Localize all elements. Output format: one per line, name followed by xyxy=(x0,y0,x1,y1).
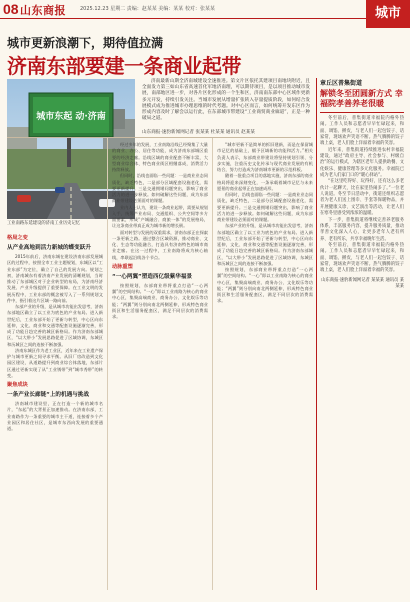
paragraph: 业内人士认为，建设一条商业起带，需要从规划入手，统筹产业布局、交通组织、公共空间等多方面要素，形成“产城融合、商旅一体”的发展格局，让这条商业带真正成为城市新的增长极。 xyxy=(112,204,208,229)
page-header xyxy=(0,0,410,19)
paragraph: 冬至前后，普集街道幸福院内格外热闹。工作人员和志愿者早早忙碌起来，和面、调馅、擀皮，与老人们一起包饺子、话家常，现场欢声笑语不断。热气腾腾的饺子端上桌，老人们脸上洋溢着幸福的笑容。 xyxy=(320,116,404,147)
section-badge: 城市 xyxy=(366,0,410,28)
article-headline: 济南东部要建一条商业起带 xyxy=(7,54,241,78)
paragraph: 2015年前后，济南东城在建设济南东部发展城区的过程中，按照全市工业主题规划，东城区以“工业东部”为定位，确立了自己的发展方向。规划之初，济南城东有着济南产业发展的清晰规划，当时推动了东部城区对于企业转型的布局，为济南经济发展、产业升级提供了重要保障。在工业文明的发展历程中，工业东部的概念被写入了一系列规划文件中，指引着这片区域一路向前。 xyxy=(7,254,103,303)
issue-meta: 2025.12.23 星期二 责编：赵某某 美编：某某 校对：张某某 xyxy=(80,6,215,12)
sidebar-signature: 山东商报·速豹新闻网记者 某某某 通讯员 某某某 xyxy=(321,277,404,289)
section-subtitle: 从产业高地到活力新城的蝶变跃升 xyxy=(7,245,91,251)
paragraph: 济南城市建设里，正在打造一个新的城市名片，“东起”的大背景正加速推动。在济南东部，工业南路作为一条重要的城市主干道，连接着多个产业园区和居住社区，是城市东西向发展的重要通道。 xyxy=(7,401,103,431)
column-divider xyxy=(212,138,213,590)
paragraph: 济南东城区作为老工业区，近年来在工业遗产保护与城市更新之间寻求平衡。从旧厂房改造到文化园区建设，从道路提升到商业综合体落地，东部片区通过更新实现了从“工业锈带”到“城市秀带”的转变。 xyxy=(7,347,103,378)
paragraph: “城市更新不是简单的拆旧建新，而是在保留城市记忆的基础上，赋予区域新的功能和活力。”相关负责人表示，东部商业带建设将坚持规划引领、分步实施，注重历史文化传承与现代商业发展的有机结合，努力打造成为济南城市更新的示范样板。 xyxy=(217,142,313,172)
section-title: 聚焦成块 xyxy=(7,382,28,388)
paragraph: 按照规划，东部商业带将重点打造“一心两翼”的空间结构。“一心”即以工业南路为核心的商业中心区，集聚高端商业、商务办公、文化娱乐等功能；“两翼”则分别向南北两侧延伸，形成特色商业街区和生活服务配套区，满足不同层次的消费需求。 xyxy=(217,267,313,304)
paragraph: 经过多年的发展，工业南路沿线已经聚集了大量的商业、办公、居住等功能，成为济南东部城区重要的经济走廊。沿线区域的商业配套不断丰富，大型商业综合体、特色商业街区相继落成，消费活力持续释放。 xyxy=(112,142,208,172)
paragraph: 按照规划，东部商业带将重点打造“一心两翼”的空间结构。“一心”即以工业南路为核心的商业中心区，集聚高端商业、商务办公、文化娱乐等功能；“两翼”则分别向南北两侧延伸，形成特色商业街区和生活服务配套区，满足不同层次的消费需求。 xyxy=(112,282,208,319)
photo-caption: 工业南路东延建设的济南工业历史记忆 xyxy=(7,221,81,226)
article-byline: 山东商报·速豹新闻网记者 张某某 杜某某 通讯员 赵某某 xyxy=(142,130,255,135)
page-number: 08 xyxy=(3,1,19,17)
paragraph: 冬至前后，普集街道幸福院内格外热闹。工作人员和志愿者早早忙碌起来，和面、调馅、擀皮，与老人们一起包饺子、话家常，现场欢声笑语不断。热气腾腾的饺子端上桌，老人们脸上洋溢着幸福的笑容。 xyxy=(320,242,404,274)
sidebar-kicker: 章丘区普集街道 xyxy=(320,80,363,87)
paragraph: “在这里吃得好、玩得好，还有这么多老伙计一起聊天，比在家里热闹多了。”一位老人说道。冬至节日活动中，街道还组织志愿者为老人们送上围巾、手套等保暖物品，并开展健康义诊、文艺演出等活动，让老人们在寒冬里感受到浓浓的温暖。 xyxy=(320,179,404,217)
sidebar-divider xyxy=(316,78,317,590)
column-2 xyxy=(112,142,208,592)
column-1 xyxy=(7,232,103,592)
paragraph: 东部产业的升级，是从城市功能出发思考，济南东部地区确立了以工业为底色的产业布局。进入新世纪后，工业东部开始了更新与转型，中心区向东延伸，文化、商业和交通等配套设施逐渐完善，形成了功能日趋完善的城区新格局。作为济南东部城区，“以大带小”发展思路促进了区域协调，东城区和历城区之间的连接不断加强。 xyxy=(217,223,313,266)
paragraph: 下一步，普集街道将继续完善养老服务体系，丰富服务内容，提升服务质量，推动孝善文化深入人心，让更多老年人老有所养、老有所乐，共享幸福晚年生活。 xyxy=(320,217,404,242)
sidebar-article xyxy=(320,78,404,596)
paragraph: 但同时，沿线也面临一些问题：一是商业业态同质化，缺乏特色，二是部分区域配套设施老化，需要更新提升。三是交通拥堵问题突出，影响了商业活力的进一步释放。如何破解这些问题，成为东部商业带建设必须面对的课题。 xyxy=(217,192,313,222)
column-3 xyxy=(217,142,313,592)
paragraph: 面对转型与发展的双重需求，济南东部正在探索一条更新之路。通过整合区域资源，推动商业、文化、生态等功能融合，打造具有济南特色的城市商业走廊。在这一过程中，工业南路将成为核心轴线，串联起沿线各个节点。 xyxy=(112,229,208,260)
section-title: 格局之变 xyxy=(7,235,28,241)
column-divider xyxy=(107,138,108,590)
section-subtitle: 一条产业长廊链“上的机遇与挑战 xyxy=(7,392,89,398)
article-kicker: 城市更新浪潮下，期待值拉满 xyxy=(7,36,164,50)
article-lead: 济南最新山期全济南城建设全速推进。第文片区依托其建项目南地块附近，且全面发力第三如山东省高速首化军地济南理，可以期待项目，是以项目推动城市发展，南部地区进一步，对各片区化形成的一个生和区，济南南东部中心区域作更新多元开发，持续引发关注。当城市发展从增量扩张转入存量提质阶段，如何结合发展模式成为推进城市办理思维的时代考题。对中心区而言，如何统筹开发东区作为形成内容及时了解会以运行此，在东部城市带建设“工业商贸商业廊道”，正是一种破局之道。 xyxy=(142,79,310,122)
section-divider xyxy=(7,137,311,138)
paragraph: 随着一批重点项目的落地实施，济南东部的商业格局将迎来深刻变化，一条承载着城市记忆与未来愿景的商业起带正在加速成形。 xyxy=(217,173,313,191)
billboard-text: 城市东起 动·济南 xyxy=(36,112,106,122)
paragraph: 近年来，普集街道持续推进农村幸福院建设，通过“政府主导、社会参与、村级自治”的运行模式，为辖区老年人提供助餐、文化娱乐、健康管理等多元化服务。幸福院已成为老人们家门口的“暖心驿站”。 xyxy=(320,147,404,179)
sidebar-headline: 解锁冬至团圆新方式 幸福院孝善养老很暖 xyxy=(320,89,403,108)
section-title: 动脉重塑 xyxy=(112,263,133,270)
paragraph: 东部产业的升级，是从城市功能出发思考，济南东部地区确立了以工业为底色的产业布局。进入新世纪后，工业东部开始了更新与转型，中心区向东延伸，文化、商业和交通等配套设施逐渐完善，形成了功能日趋完善的城区新格局。作为济南东部城区，“以大带小”发展思路促进了区域协调，东城区和历城区之间的连接不断加强。 xyxy=(7,304,103,347)
section-subtitle: “一心两翼”塑造西亿级紫华福景 xyxy=(112,273,193,280)
newspaper-logo: 山东商报 xyxy=(20,4,66,17)
paragraph: 但同时，沿线也面临一些问题：一是商业业态同质化，缺乏特色，二是部分区域配套设施老化，需要更新提升。三是交通拥堵问题突出，影响了商业活力的进一步释放。如何破解这些问题，成为东部商业带建设必须面对的课题。 xyxy=(112,173,208,204)
sidebar-rule xyxy=(320,112,404,113)
